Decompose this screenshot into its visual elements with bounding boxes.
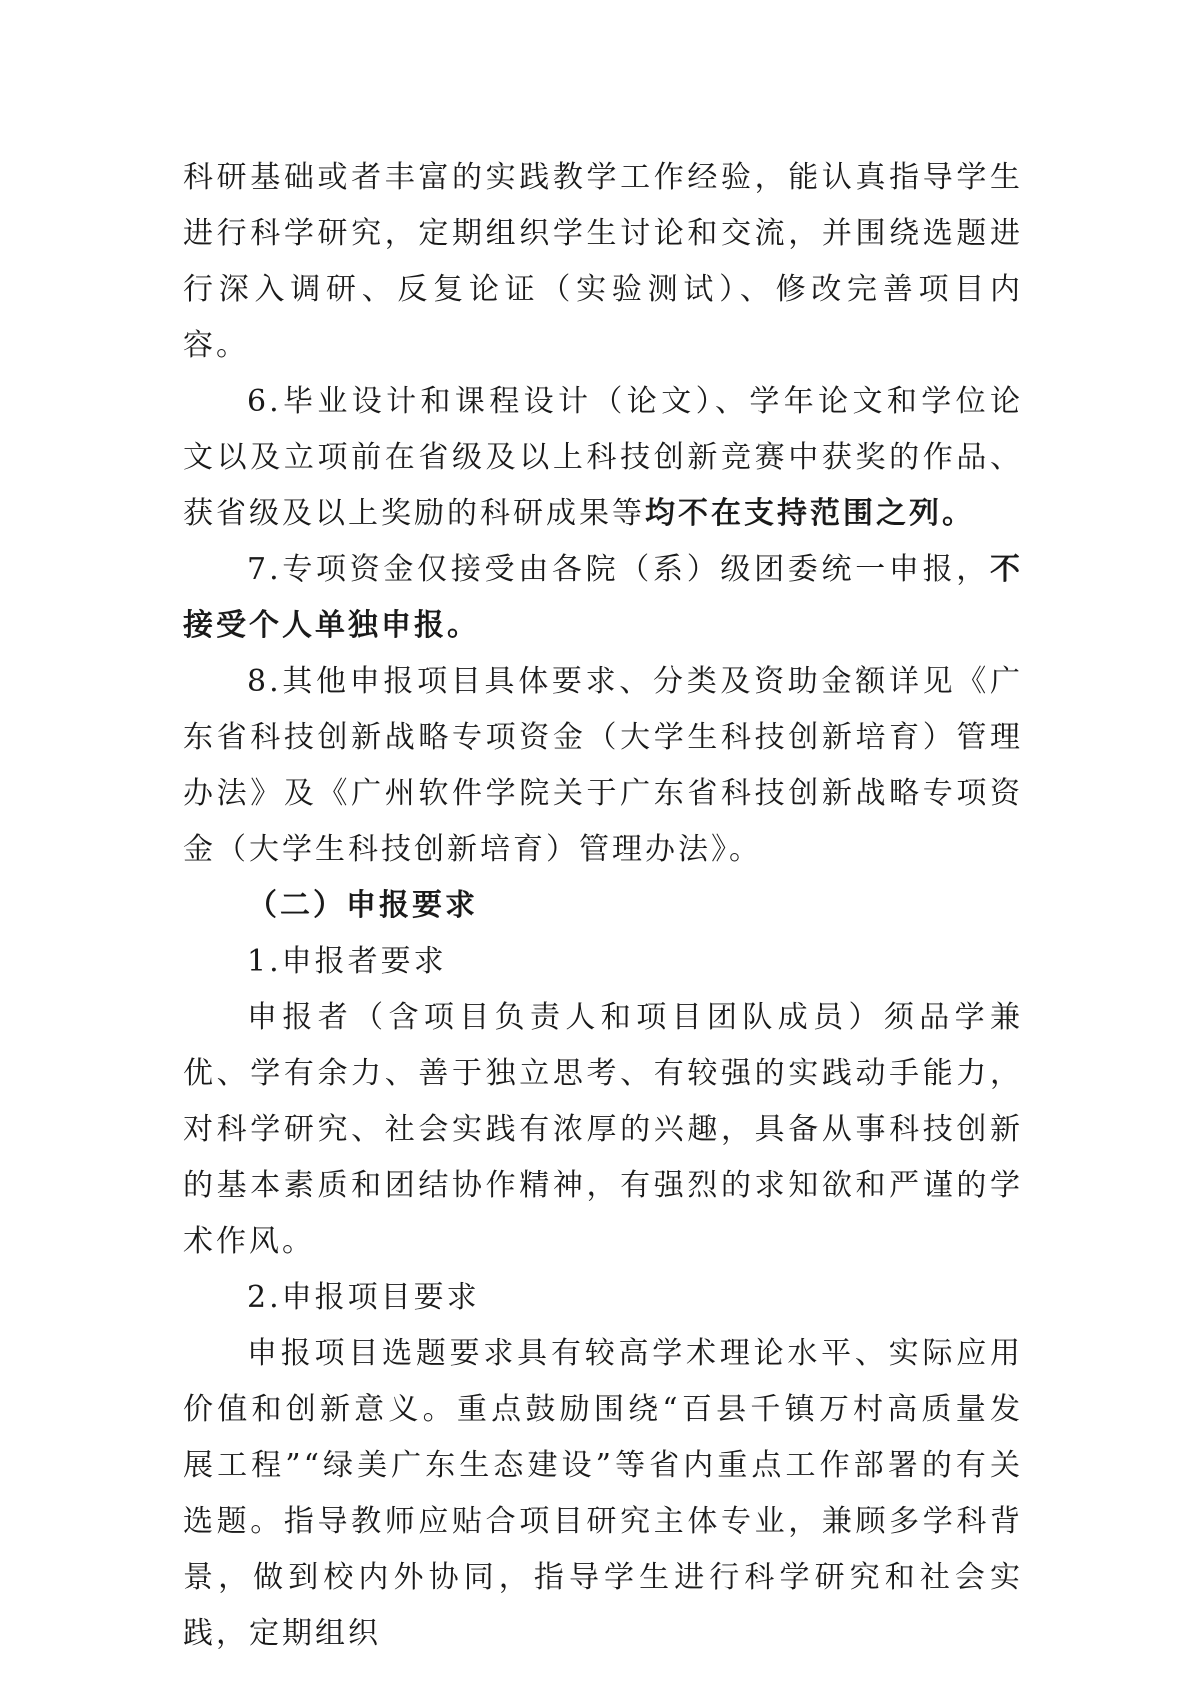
paragraph-intro-continued: 科研基础或者丰富的实践教学工作经验，能认真指导学生进行科学研究，定期组织学生讨论和交流，并围绕选题进行深入调研、反复论证（实验测试）、修改完善项目内容。: [183, 160, 1023, 363]
subsection-title-project: 2.申报项目要求: [247, 1280, 480, 1315]
item-7-text: 7.专项资金仅接受由各院（系）级团委统一申报，: [247, 552, 990, 587]
paragraph-project-requirements: 申报项目选题要求具有较高学术理论水平、实际应用价值和创新意义。重点鼓励围绕“百县千镇万村高质量发展工程”“绿美广东生态建设”等省内重点工作部署的有关选题。指导教师应贴合项目研究主体专业，兼顾多学科背景，做到校内外协同，指导学生进行科学研究和社会实践，定期组织: [183, 1336, 1023, 1651]
subsection-title-applicant: 1.申报者要求: [247, 944, 447, 979]
paragraph-item-6: [183, 374, 1023, 542]
paragraph-item-8: 8.其他申报项目具体要求、分类及资助金额详见《广东省科技创新战略专项资金（大学生科技创新培育）管理办法》及《广州软件学院关于广东省科技创新战略专项资金（大学生科技创新培育）管理办法》。: [183, 664, 1023, 867]
paragraph-item-7: [183, 542, 1023, 654]
paragraph-applicant-requirements: 申报者（含项目负责人和项目团队成员）须品学兼优、学有余力、善于独立思考、有较强的实践动手能力，对科学研究、社会实践有浓厚的兴趣，具备从事科技创新的基本素质和团结协作精神，有强烈的求知欲和严谨的学术作风。: [183, 1000, 1023, 1259]
item-6-text: 6.毕业设计和课程设计（论文）、学年论文和学位论文以及立项前在省级及以上科技创新竞赛中获奖的作品、获省级及以上奖励的科研成果等: [183, 384, 1023, 531]
document-body: [183, 150, 1023, 1662]
section-heading: （二）申报要求: [247, 888, 478, 923]
item-6-emphasis: 均不在支持范围之列。: [645, 496, 975, 531]
item-7-emphasis: 不接受个人单独申报。: [183, 552, 1023, 643]
